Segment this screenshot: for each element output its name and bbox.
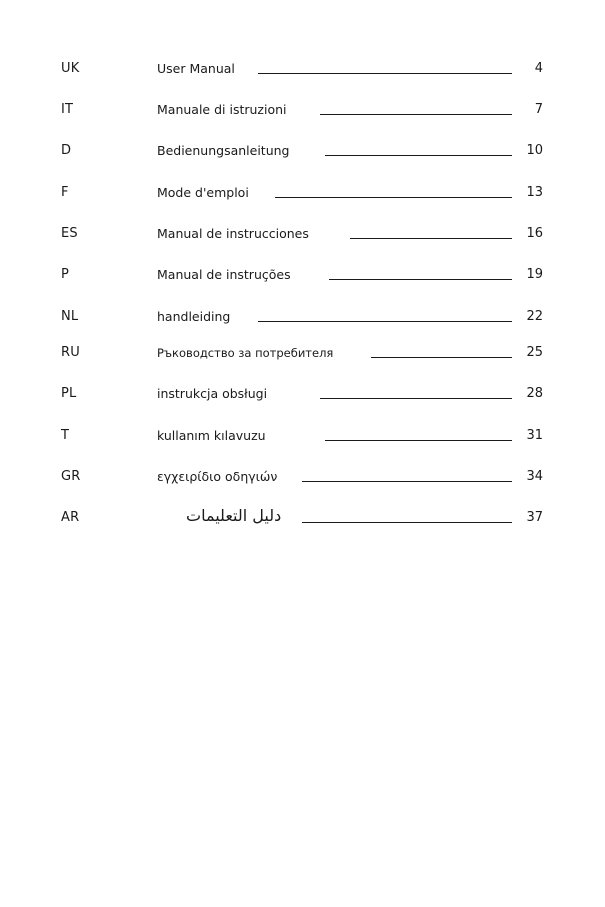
manual-title: Manuale di istruzioni bbox=[157, 102, 287, 117]
manual-title: instrukcja obsługi bbox=[157, 386, 268, 401]
leader-line bbox=[350, 238, 512, 239]
leader-line bbox=[325, 155, 512, 156]
language-code: P bbox=[61, 267, 70, 282]
page-number: 25 bbox=[526, 345, 543, 360]
page-number: 37 bbox=[526, 510, 543, 525]
language-code: UK bbox=[61, 61, 80, 76]
manual-title: Mode d'emploi bbox=[157, 185, 249, 200]
language-code: PL bbox=[61, 386, 77, 401]
leader-line bbox=[320, 114, 512, 115]
manual-title: User Manual bbox=[157, 61, 235, 76]
language-code: NL bbox=[61, 309, 79, 324]
language-code: T bbox=[61, 428, 70, 443]
language-code: IT bbox=[61, 102, 74, 117]
leader-line bbox=[329, 279, 512, 280]
toc-entry-d[interactable] bbox=[0, 141, 605, 163]
manual-title: Ръководство за потребителя bbox=[157, 346, 334, 360]
page-number: 22 bbox=[526, 309, 543, 324]
toc-entry-t[interactable] bbox=[0, 426, 605, 448]
leader-line bbox=[302, 522, 512, 523]
language-code: AR bbox=[61, 510, 80, 525]
language-code: F bbox=[61, 185, 69, 200]
page-number: 4 bbox=[534, 61, 543, 76]
manual-title: دليل التعليمات bbox=[186, 506, 282, 525]
manual-title: Bedienungsanleitung bbox=[157, 143, 290, 158]
toc-entry-ar[interactable] bbox=[0, 508, 605, 530]
leader-line bbox=[302, 481, 512, 482]
leader-line bbox=[320, 398, 512, 399]
page-number: 19 bbox=[526, 267, 543, 282]
leader-line bbox=[258, 321, 512, 322]
manual-title: kullanım kılavuzu bbox=[157, 428, 266, 443]
toc-entry-ru[interactable] bbox=[0, 343, 605, 365]
page-number: 13 bbox=[526, 185, 543, 200]
leader-line bbox=[325, 440, 512, 441]
language-code: GR bbox=[61, 469, 81, 484]
page-number: 16 bbox=[526, 226, 543, 241]
toc-entry-gr[interactable] bbox=[0, 467, 605, 489]
leader-line bbox=[275, 197, 512, 198]
toc-entry-f[interactable] bbox=[0, 183, 605, 205]
page-number: 7 bbox=[534, 102, 543, 117]
page-number: 31 bbox=[526, 428, 543, 443]
page-number: 10 bbox=[526, 143, 543, 158]
toc-entry-nl[interactable] bbox=[0, 307, 605, 329]
language-code: RU bbox=[61, 345, 80, 360]
page-number: 28 bbox=[526, 386, 543, 401]
manual-title: Manual de instrucciones bbox=[157, 226, 309, 241]
toc-entry-es[interactable] bbox=[0, 224, 605, 246]
toc-entry-p[interactable] bbox=[0, 265, 605, 287]
leader-line bbox=[258, 73, 512, 74]
manual-title: Manual de instruções bbox=[157, 267, 291, 282]
toc-entry-pl[interactable] bbox=[0, 384, 605, 406]
page-number: 34 bbox=[526, 469, 543, 484]
toc-entry-it[interactable] bbox=[0, 100, 605, 122]
language-code: ES bbox=[61, 226, 78, 241]
manual-title: εγχειρίδιο οδηγιών bbox=[157, 469, 278, 484]
language-code: D bbox=[61, 143, 72, 158]
toc-entry-uk[interactable] bbox=[0, 59, 605, 81]
manual-title: handleiding bbox=[157, 309, 231, 324]
leader-line bbox=[371, 357, 512, 358]
